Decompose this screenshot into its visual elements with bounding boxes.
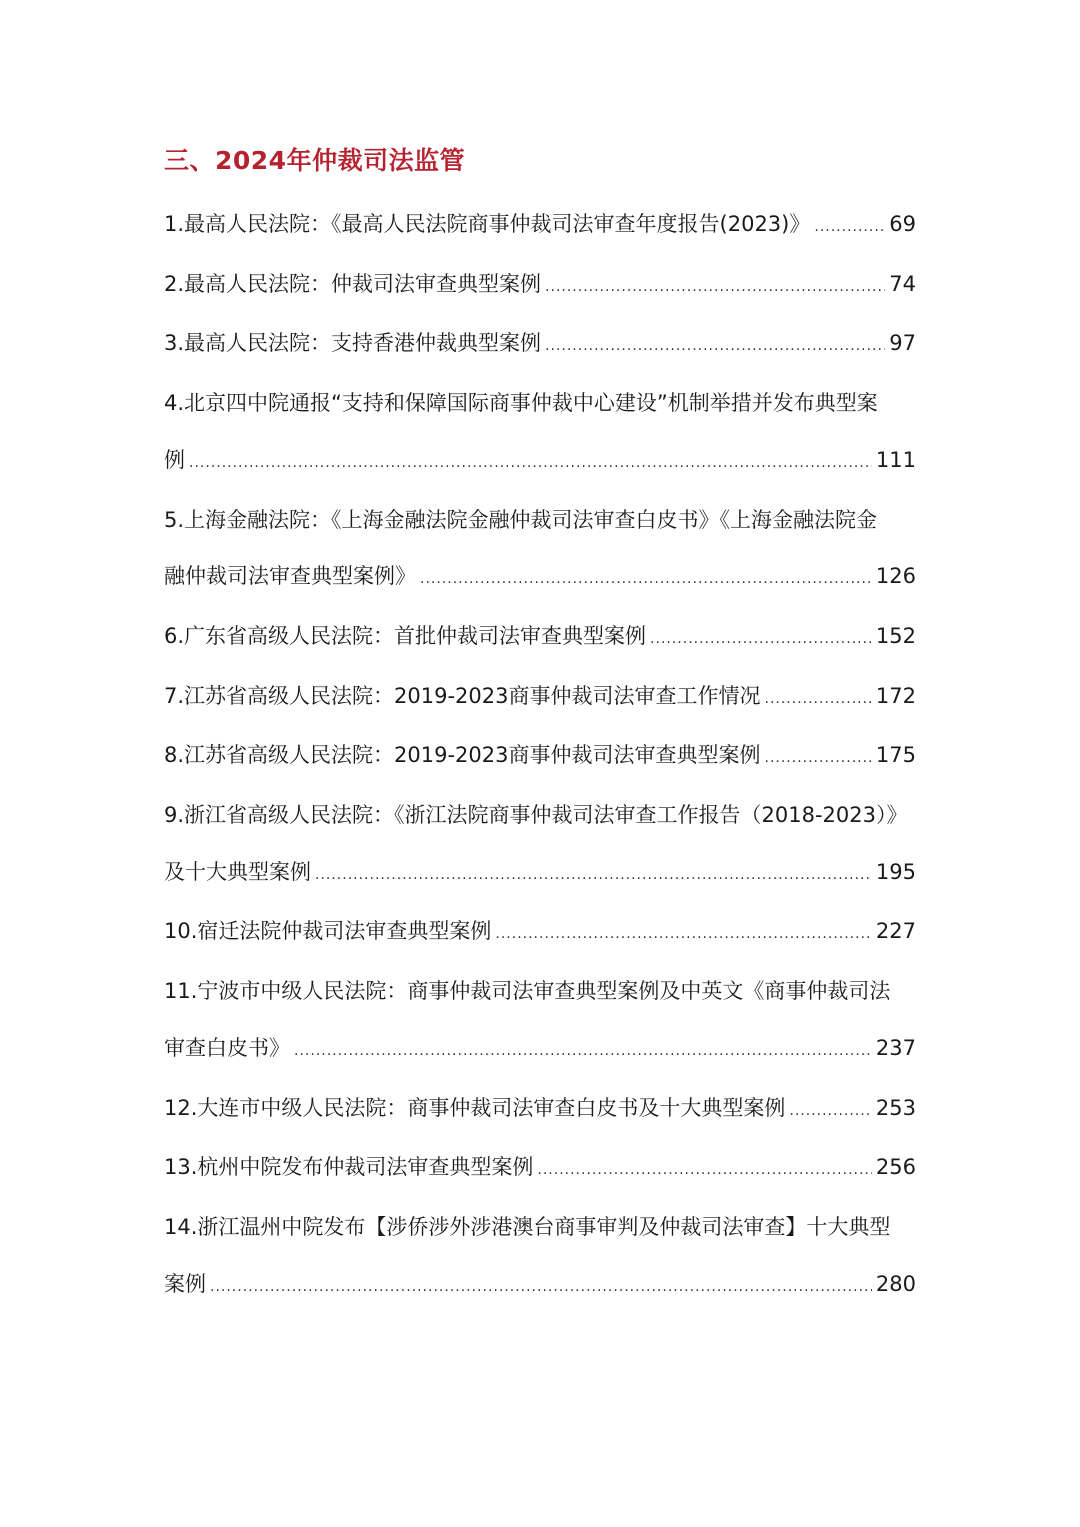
toc-page-number: 74	[889, 271, 916, 296]
toc-page-number: 195	[875, 859, 916, 884]
table-of-contents	[164, 196, 916, 1315]
toc-page-number: 111	[875, 447, 916, 472]
toc-entry-text: 13.杭州中院发布仲裁司法审查典型案例	[164, 1155, 534, 1180]
toc-entry-7[interactable]	[164, 668, 916, 728]
toc-entry-text: 10.宿迁法院仲裁司法审查典型案例	[164, 919, 492, 944]
toc-leader-dots	[789, 1083, 872, 1140]
toc-entry-text: 审查白皮书》	[164, 1035, 290, 1060]
toc-entry-text-line1: 11.宁波市中级人民法院：商事仲裁司法审查典型案例及中英文《商事仲裁司法	[164, 979, 891, 1004]
toc-entry-8[interactable]	[164, 727, 916, 787]
toc-leader-dots	[765, 671, 872, 728]
toc-entry-text: 融仲裁司法审查典型案例》	[164, 564, 416, 589]
toc-entry-13[interactable]	[164, 1139, 916, 1199]
toc-entry-text: 案例	[164, 1271, 206, 1296]
toc-leader-dots	[545, 259, 885, 316]
toc-entry-12[interactable]	[164, 1080, 916, 1140]
toc-entry-10[interactable]	[164, 903, 916, 963]
toc-entry-5[interactable]	[164, 492, 916, 608]
toc-page-number: 152	[875, 623, 916, 648]
toc-page-number: 253	[875, 1095, 916, 1120]
toc-entry-text: 及十大典型案例	[164, 859, 311, 884]
toc-entry-text: 例	[164, 447, 185, 472]
toc-leader-dots	[495, 906, 872, 963]
toc-entry-1[interactable]	[164, 196, 916, 256]
toc-leader-dots	[420, 551, 872, 608]
toc-page-number: 97	[889, 331, 916, 356]
toc-entry-text-line1: 9.浙江省高级人民法院：《浙江法院商事仲裁司法审查工作报告（2018-2023）》	[164, 803, 908, 828]
toc-page-number: 237	[875, 1035, 916, 1060]
toc-entry-9[interactable]	[164, 787, 916, 903]
toc-page-number: 175	[875, 743, 916, 768]
toc-page-number: 126	[875, 564, 916, 589]
toc-entry-text: 1.最高人民法院：《最高人民法院商事仲裁司法审查年度报告(2023)》	[164, 212, 811, 236]
toc-entry-4[interactable]	[164, 375, 916, 491]
toc-leader-dots	[189, 435, 872, 492]
toc-leader-dots	[814, 199, 885, 256]
toc-entry-11[interactable]	[164, 963, 916, 1079]
toc-leader-dots	[545, 318, 885, 375]
toc-entry-6[interactable]	[164, 608, 916, 668]
toc-leader-dots	[537, 1142, 872, 1199]
toc-page-number: 69	[889, 212, 916, 236]
toc-entry-2[interactable]	[164, 256, 916, 316]
toc-page-number: 172	[875, 683, 916, 708]
toc-leader-dots	[765, 730, 872, 787]
toc-entry-text: 6.广东省高级人民法院：首批仲裁司法审查典型案例	[164, 623, 647, 648]
toc-entry-text: 7.江苏省高级人民法院：2019-2023商事仲裁司法审查工作情况	[164, 683, 761, 708]
toc-entry-text: 2.最高人民法院：仲裁司法审查典型案例	[164, 271, 542, 296]
toc-entry-text: 8.江苏省高级人民法院：2019-2023商事仲裁司法审查典型案例	[164, 743, 761, 768]
toc-page-number: 227	[875, 919, 916, 944]
toc-entry-text-line1: 5.上海金融法院：《上海金融法院金融仲裁司法审查白皮书》《上海金融法院金	[164, 507, 878, 532]
toc-page-number: 256	[875, 1155, 916, 1180]
toc-entry-text: 3.最高人民法院：支持香港仲裁典型案例	[164, 331, 542, 356]
toc-entry-14[interactable]	[164, 1199, 916, 1315]
toc-leader-dots	[210, 1259, 872, 1316]
toc-entry-text-line1: 14.浙江温州中院发布【涉侨涉外涉港澳台商事审判及仲裁司法审查】十大典型	[164, 1214, 891, 1239]
toc-leader-dots	[294, 1023, 872, 1080]
toc-entry-text-line1: 4.北京四中院通报“支持和保障国际商事仲裁中心建设”机制举措并发布典型案	[164, 391, 878, 416]
section-title: 三、2024年仲裁司法监管	[164, 146, 466, 175]
toc-page-number: 280	[875, 1271, 916, 1296]
toc-entry-text: 12.大连市中级人民法院：商事仲裁司法审查白皮书及十大典型案例	[164, 1095, 786, 1120]
toc-leader-dots	[315, 847, 872, 904]
toc-leader-dots	[650, 611, 872, 668]
toc-entry-3[interactable]	[164, 315, 916, 375]
